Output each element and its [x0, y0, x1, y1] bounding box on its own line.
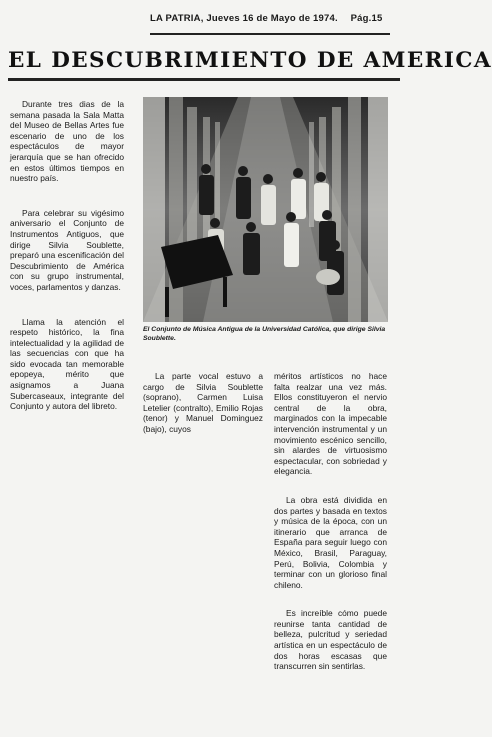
paragraph: La parte vocal estuvo a cargo de Silvia Soublette (soprano), Carmen Luisa Letelier (contralto), Emilio Rojas (tenor) y Manuel Dominguez (bajo), cuyos [143, 371, 263, 434]
masthead [150, 13, 390, 24]
page-number: Pág.15 [350, 13, 383, 24]
newspaper-date: LA PATRIA, Jueves 16 de Mayo de 1974. [150, 13, 338, 24]
column-3 [274, 371, 387, 690]
paragraph: Para celebrar su vigésimo aniversario el Conjunto de Instrumentos Antiguos, que dirige Silvia Soublette, preparó una escenificación del Descubrimiento de América con su grupo instrumental, voces, parlamentos y danzas. [10, 207, 124, 292]
paragraph: Llama la atención el respeto histórico, la fina intelectualidad y la agilidad de las secuencias con que ha sido evocada tan memorable epopeya, mérito que asignamos a Juana Subercaseaux, integrante del Conjunto y autora del libreto. [10, 316, 124, 412]
masthead-rule [150, 33, 390, 35]
photo-caption: El Conjunto de Música Antigua de la Universidad Católica, que dirige Silvia Soublette. [143, 326, 386, 342]
headline-rule [8, 78, 400, 81]
paragraph: méritos artísticos no hace falta realzar una vez más. Ellos constituyeron el nervio central de la obra, marginados con la impecable intervención instrumental y un movimiento escénico sencillo, sin alardes de virtuosismo espectacular, con sobriedad y elegancia. [274, 371, 387, 477]
column-1 [10, 99, 124, 436]
column-2 [143, 371, 263, 459]
group-photo-image [143, 97, 388, 322]
paragraph: La obra está dividida en dos partes y basada en textos y música de la época, con un itinerario que arranca de España para seguir luego con México, Brasil, Paraguay, Perú, Bolivia, Colombia y terminar con un glorioso final chileno. [274, 494, 387, 590]
paragraph: Es increíble cómo puede reunirse tanta cantidad de belleza, pulcritud y seriedad artística en un espectáculo de dos horas escasas que transcurren sin sentirlas. [274, 608, 387, 672]
paragraph: Durante tres dias de la semana pasada la Sala Matta del Museo de Bellas Artes fue escenario de uno de los espectáculos de mayor jerarquía que se han ofrecido en estos últimos tiempos en nuestro país. [10, 99, 124, 184]
headline: EL DESCUBRIMIENTO DE AMERICA [8, 48, 492, 73]
